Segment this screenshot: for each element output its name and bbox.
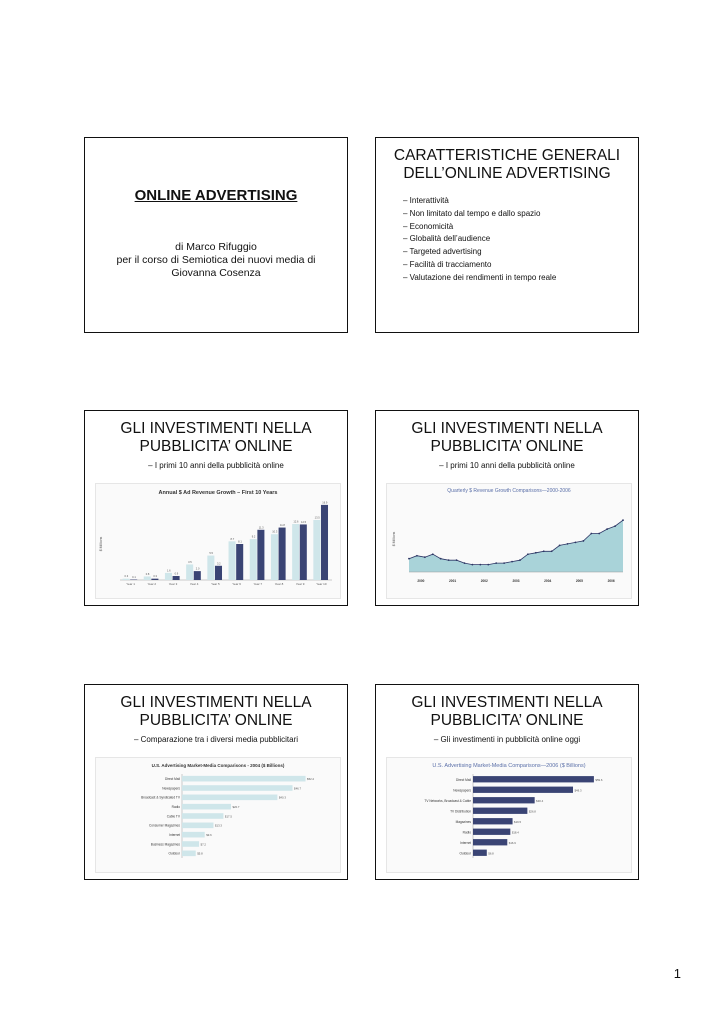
x-tick-label: 2005: [575, 579, 583, 583]
slide-title-line: PUBBLICITA’ ONLINE: [430, 712, 584, 729]
data-label: $46.7: [294, 786, 302, 791]
data-point: [519, 559, 521, 561]
data-point: [511, 561, 513, 563]
slide-title: [376, 420, 638, 456]
bar: [271, 534, 278, 580]
data-label: 8.7: [230, 537, 235, 541]
category-label: Cable TV: [166, 814, 180, 819]
data-point: [575, 542, 577, 544]
slide-subtitle: – Comparazione tra i diversi media pubblicitari: [133, 735, 299, 744]
bar: [321, 505, 328, 580]
slide-title-line: PUBBLICITA’ ONLINE: [139, 712, 293, 729]
x-tick-label: 2000: [417, 579, 425, 583]
data-label: 12.6: [293, 520, 299, 524]
data-label: $30.4: [536, 798, 544, 803]
category-label: Radio: [462, 830, 471, 835]
y-axis-label: $ Millions: [392, 531, 396, 547]
data-point: [424, 556, 426, 558]
media-comparison-2006-svg: [387, 758, 631, 872]
bar: [229, 541, 236, 580]
bar: [473, 808, 527, 814]
data-label: 13.5: [314, 516, 320, 520]
slide-title: [376, 147, 638, 183]
category-label: Business Magazines: [150, 842, 180, 847]
chart-title: U.S. Advertising Market-Media Comparisons - 2004 ($ Billions): [151, 763, 285, 768]
data-point: [535, 552, 537, 554]
data-label: $19.5: [514, 819, 522, 824]
quarterly-revenue-svg: [387, 484, 631, 598]
data-label: 11.3: [258, 526, 264, 530]
data-label: 3.2: [216, 562, 221, 566]
bar: [182, 804, 231, 810]
x-tick-label: 2004: [544, 579, 552, 583]
category-label: Consumer Magazines: [148, 823, 180, 828]
data-label: 8.1: [238, 540, 242, 544]
category-label: Outdoor: [168, 851, 180, 856]
data-point: [567, 543, 569, 545]
bar: [473, 797, 535, 803]
x-tick-label: Year 8: [274, 582, 284, 586]
data-label: 0.3: [124, 575, 129, 579]
slide-investments-annual: [84, 410, 348, 606]
data-point: [456, 559, 458, 561]
data-point: [543, 550, 545, 552]
bar: [473, 829, 510, 835]
data-label: 2.0: [195, 567, 200, 571]
professor-line: Giovanna Cosenza: [171, 267, 261, 279]
data-point: [622, 519, 624, 521]
bullet-item: – Globalità dell’audience: [403, 233, 638, 246]
slide-title: [376, 694, 638, 730]
data-label: $6.8: [488, 851, 494, 856]
category-label: Radio: [171, 805, 180, 810]
bar: [250, 539, 257, 580]
chart-title: Annual $ Ad Revenue Growth – First 10 Years: [158, 490, 278, 496]
bullet-item: – Economicità: [403, 221, 638, 234]
data-point: [440, 558, 442, 560]
bar: [215, 566, 222, 580]
data-point: [551, 550, 553, 552]
data-point: [614, 525, 616, 527]
bar: [292, 524, 299, 580]
x-tick-label: Year 10: [316, 582, 327, 586]
author-line: di Marco Rifuggio: [175, 241, 257, 253]
area-fill: [409, 520, 623, 572]
data-label: $40.3: [278, 795, 286, 800]
category-label: TV Distribution: [450, 809, 471, 814]
media-comparison-2004-chart: [95, 757, 341, 873]
slide-subtitle: – Gli investimenti in pubblicità online oggi: [433, 735, 581, 744]
bullet-list: [376, 195, 638, 285]
data-point: [559, 544, 561, 546]
data-point: [487, 564, 489, 566]
slide-title-line: GLI INVESTIMENTI NELLA: [120, 420, 312, 437]
data-label: $17.5: [224, 814, 232, 819]
bar: [473, 839, 507, 845]
category-label: Newspapers: [453, 788, 471, 793]
x-tick-label: Year 5: [211, 582, 220, 586]
data-label: $5.8: [197, 851, 203, 856]
x-tick-label: Year 7: [253, 582, 263, 586]
slide-investments-quarterly: [375, 410, 639, 606]
category-label: TV Networks, Broadcast & Cable: [424, 798, 471, 803]
bullet-item: – Non limitato dal tempo e dallo spazio: [403, 208, 638, 221]
data-point: [590, 533, 592, 535]
slide-title: [85, 420, 347, 456]
data-label: $16.9: [508, 840, 516, 845]
bar: [173, 576, 180, 580]
course-line: per il corso di Semiotica dei nuovi media di: [116, 254, 316, 266]
bar: [279, 528, 286, 580]
bar: [151, 579, 158, 580]
x-tick-label: Year 4: [189, 582, 199, 586]
media-comparison-2006-chart: [386, 757, 632, 873]
data-label: 3.5: [188, 560, 192, 564]
bar: [182, 832, 205, 838]
slide-media-comparison-2006: [375, 684, 639, 880]
category-label: Magazines: [455, 819, 471, 824]
data-label: 9.2: [251, 535, 256, 539]
page-number: 1: [673, 966, 681, 981]
x-tick-label: Year 3: [168, 582, 178, 586]
data-label: 0.3: [153, 575, 157, 579]
annual-revenue-chart: [95, 483, 341, 599]
data-point: [479, 564, 481, 566]
category-label: Broadcast & Syndicated TV: [141, 795, 180, 800]
data-label: 5.5: [209, 552, 213, 556]
annual-revenue-svg: [96, 484, 340, 598]
bar: [194, 571, 201, 580]
slide-title-line: DELL’ONLINE ADVERTISING: [403, 165, 611, 182]
slide-media-comparison-2004: [84, 684, 348, 880]
bullet-item: – Facilità di tracciamento: [403, 259, 638, 272]
data-label: 1.6: [166, 569, 171, 573]
data-point: [472, 564, 474, 566]
data-point: [408, 558, 410, 560]
bar: [186, 564, 193, 580]
slide-title-line: PUBBLICITA’ ONLINE: [139, 438, 293, 455]
data-label: $18.4: [511, 830, 519, 835]
bullet-item: – Valutazione dei rendimenti in tempo reale: [403, 272, 638, 285]
x-tick-label: 2001: [449, 579, 457, 583]
data-label: $9.6: [206, 833, 212, 838]
category-label: Internet: [169, 833, 180, 838]
x-tick-label: Year 2: [147, 582, 157, 586]
data-point: [432, 553, 434, 555]
category-label: Outdoor: [459, 851, 471, 856]
bar: [182, 823, 213, 829]
category-label: Direct Mail: [164, 777, 180, 782]
data-label: 10.3: [272, 530, 278, 534]
bar: [182, 785, 293, 791]
data-point: [527, 553, 529, 555]
slide-title-line: PUBBLICITA’ ONLINE: [430, 438, 584, 455]
data-point: [503, 562, 505, 564]
data-point: [598, 533, 600, 535]
slide-title-line: GLI INVESTIMENTI NELLA: [411, 694, 603, 711]
x-tick-label: Year 9: [295, 582, 305, 586]
data-label: $13.3: [214, 823, 222, 828]
bar: [313, 520, 320, 580]
data-label: $26.8: [528, 809, 536, 814]
category-label: Newspapers: [162, 786, 180, 791]
x-tick-label: 2002: [480, 579, 488, 583]
slide-title-line: CARATTERISTICHE GENERALI: [393, 147, 621, 164]
data-label: 0.8: [145, 572, 150, 576]
data-point: [416, 555, 418, 557]
y-axis-label: $ Millions: [99, 536, 103, 552]
data-label: $7.2: [200, 842, 206, 847]
data-label: 0.1: [132, 576, 136, 580]
chart-title: Quarterly $ Revenue Growth Comparisons—2000-2006: [447, 488, 571, 494]
bar: [300, 524, 307, 580]
bar: [144, 576, 151, 580]
data-label: $52.2: [307, 777, 315, 782]
data-label: 12.5: [301, 520, 307, 524]
data-point: [606, 528, 608, 530]
bar: [207, 556, 214, 580]
data-label: 16.9: [322, 501, 328, 505]
data-point: [582, 540, 584, 542]
bar: [236, 544, 243, 580]
data-label: $49.3: [574, 788, 582, 793]
cover-author: [85, 241, 347, 280]
bar: [257, 530, 264, 580]
bar: [182, 841, 199, 847]
x-tick-label: Year 6: [232, 582, 241, 586]
bar: [473, 787, 573, 793]
data-point: [495, 562, 497, 564]
bar: [182, 795, 277, 801]
bar: [182, 851, 196, 857]
slide-characteristics: [375, 137, 639, 333]
x-tick-label: 2003: [512, 579, 520, 583]
data-point: [448, 559, 450, 561]
bar: [165, 573, 172, 580]
data-label: 11.8: [279, 524, 285, 528]
data-label: $59.6: [595, 777, 603, 782]
bar: [182, 776, 306, 782]
category-label: Internet: [460, 840, 471, 845]
slide-cover: [84, 137, 348, 333]
bar: [473, 850, 487, 856]
media-comparison-2004-svg: [96, 758, 340, 872]
slide-subtitle: – I primi 10 anni della pubblicità online: [439, 461, 575, 470]
bar: [473, 818, 513, 824]
bullet-item: – Interattività: [403, 195, 638, 208]
quarterly-revenue-chart: [386, 483, 632, 599]
bar: [182, 813, 223, 819]
chart-title: U.S. Advertising Market-Media Comparisons—2006 ($ Billions): [432, 763, 586, 769]
bullet-item: – Targeted advertising: [403, 246, 638, 259]
slide-title-line: GLI INVESTIMENTI NELLA: [411, 420, 603, 437]
bar: [123, 579, 130, 580]
slide-title-line: GLI INVESTIMENTI NELLA: [120, 694, 312, 711]
data-label: 0.9: [174, 572, 179, 576]
x-tick-label: Year 1: [126, 582, 135, 586]
data-label: $20.7: [232, 805, 240, 810]
slide-title: [85, 694, 347, 730]
category-label: Direct Mail: [455, 777, 471, 782]
data-point: [464, 562, 466, 564]
cover-title: ONLINE ADVERTISING: [134, 187, 298, 204]
bar: [473, 776, 594, 782]
slide-subtitle: – I primi 10 anni della pubblicità online: [148, 461, 284, 470]
x-tick-label: 2006: [607, 579, 615, 583]
